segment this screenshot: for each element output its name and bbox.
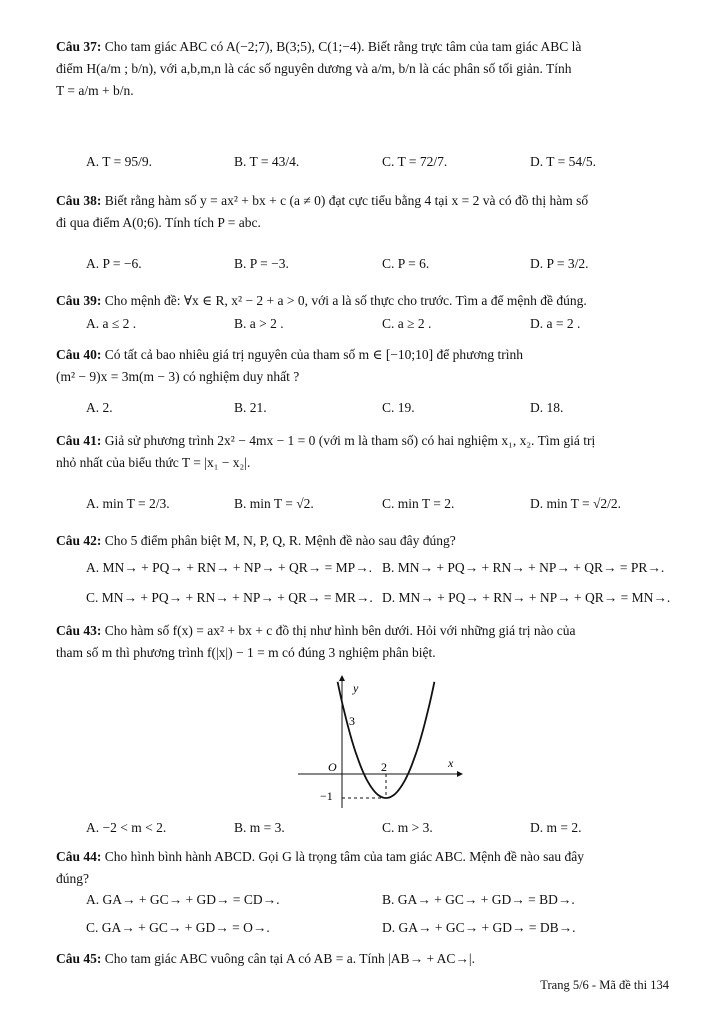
option-c[interactable]: C. P = 6. — [382, 256, 430, 271]
question-number: Câu 44: — [56, 849, 102, 864]
x-axis-label: x — [448, 756, 454, 770]
option-d[interactable]: D. T = 54/5. — [530, 154, 596, 169]
option-d[interactable]: D. GA→ + GC→ + GD→ = DB→. — [382, 920, 576, 935]
options-38 — [86, 256, 676, 278]
options-40 — [86, 400, 676, 422]
question-text: Cho 5 điểm phân biệt M, N, P, Q, R. Mệnh đề nào sau đây đúng? — [104, 533, 456, 548]
question-44 — [56, 846, 674, 890]
options-44-row1 — [86, 892, 676, 914]
option-a[interactable]: A. T = 95/9. — [86, 154, 152, 169]
question-40 — [56, 344, 674, 388]
question-text: Cho hàm số f(x) = ax² + bx + c đồ thị như hình bên dưới. Hỏi với những giá trị nào của — [104, 623, 576, 638]
option-c[interactable]: C. min T = 2. — [382, 496, 455, 511]
options-39 — [86, 316, 676, 338]
option-a[interactable]: A. 2. — [86, 400, 113, 415]
option-d[interactable]: D. 18. — [530, 400, 564, 415]
option-a[interactable]: A. min T = 2/3. — [86, 496, 170, 511]
question-number: Câu 38: — [56, 193, 102, 208]
option-b[interactable]: B. T = 43/4. — [234, 154, 300, 169]
question-text: Giả sử phương trình 2x² − 4mx − 1 = 0 (với m là tham số) có hai nghiệm x₁, x₂. Tìm giá trị — [104, 433, 596, 448]
question-text: đúng? — [56, 871, 89, 886]
options-41 — [86, 496, 676, 518]
option-b[interactable]: B. m = 3. — [234, 820, 285, 835]
option-a[interactable]: A. GA→ + GC→ + GD→ = CD→. — [86, 892, 280, 907]
question-41 — [56, 430, 674, 474]
option-b[interactable]: B. 21. — [234, 400, 267, 415]
options-43 — [86, 820, 676, 842]
option-a[interactable]: A. MN→ + PQ→ + RN→ + NP→ + QR→ = MP→. — [86, 560, 372, 575]
option-b[interactable]: B. a > 2 . — [234, 316, 284, 331]
min-value-label: −1 — [320, 789, 333, 803]
origin-label: O — [328, 760, 337, 774]
question-text: đi qua điểm A(0;6). Tính tích P = abc. — [56, 215, 261, 230]
question-text: Cho mệnh đề: ∀x ∈ R, x² − 2 + a > 0, với a là số thực cho trước. Tìm a để mệnh đề đúng. — [104, 293, 587, 308]
question-text: điểm H(a/m ; b/n), với a,b,m,n là các số nguyên dương và a/m, b/n là các phân số tối giản. Tính — [56, 61, 572, 76]
y-tick-label: 3 — [349, 714, 355, 728]
question-39 — [56, 290, 674, 312]
question-text: Cho tam giác ABC có A(−2;7), B(3;5), C(1;−4). Biết rằng trực tâm của tam giác ABC là — [104, 39, 582, 54]
parabola-graph — [290, 672, 470, 812]
option-a[interactable]: A. −2 < m < 2. — [86, 820, 167, 835]
question-number: Câu 37: — [56, 39, 102, 54]
option-b[interactable]: B. min T = √2. — [234, 496, 314, 511]
option-d[interactable]: D. P = 3/2. — [530, 256, 589, 271]
question-number: Câu 43: — [56, 623, 102, 638]
option-d[interactable]: D. a = 2 . — [530, 316, 581, 331]
question-45 — [56, 948, 674, 970]
question-text: T = a/m + b/n. — [56, 83, 134, 98]
question-42 — [56, 530, 674, 552]
option-a[interactable]: A. P = −6. — [86, 256, 142, 271]
x-tick-label: 2 — [381, 760, 387, 774]
option-d[interactable]: D. min T = √2/2. — [530, 496, 622, 511]
option-c[interactable]: C. a ≥ 2 . — [382, 316, 432, 331]
options-42-row1 — [86, 560, 676, 582]
options-42-row2 — [86, 590, 676, 612]
question-text: Có tất cả bao nhiêu giá trị nguyên của tham số m ∈ [−10;10] để phương trình — [104, 347, 523, 362]
option-b[interactable]: B. MN→ + PQ→ + RN→ + NP→ + QR→ = PR→. — [382, 560, 665, 575]
question-38 — [56, 190, 674, 234]
question-text: Cho tam giác ABC vuông cân tại A có AB = a. Tính |AB→ + AC→|. — [104, 951, 476, 966]
question-text: (m² − 9)x = 3m(m − 3) có nghiệm duy nhất ? — [56, 369, 300, 384]
options-44-row2 — [86, 920, 676, 942]
option-c[interactable]: C. m > 3. — [382, 820, 433, 835]
option-c[interactable]: C. T = 72/7. — [382, 154, 448, 169]
question-text: nhỏ nhất của biểu thức T = |x₁ − x₂|. — [56, 455, 251, 470]
question-number: Câu 45: — [56, 951, 102, 966]
question-number: Câu 40: — [56, 347, 102, 362]
question-number: Câu 39: — [56, 293, 102, 308]
question-text: tham số m thì phương trình f(|x|) − 1 = m có đúng 3 nghiệm phân biệt. — [56, 645, 436, 660]
option-b[interactable]: B. P = −3. — [234, 256, 289, 271]
option-d[interactable]: D. MN→ + PQ→ + RN→ + NP→ + QR→ = MN→. — [382, 590, 671, 605]
page-footer: Trang 5/6 - Mã đề thi 134 — [540, 978, 669, 992]
option-c[interactable]: C. GA→ + GC→ + GD→ = O→. — [86, 920, 270, 935]
option-c[interactable]: C. MN→ + PQ→ + RN→ + NP→ + QR→ = MR→. — [86, 590, 373, 605]
question-43 — [56, 620, 674, 664]
question-text: Cho hình bình hành ABCD. Gọi G là trọng tâm của tam giác ABC. Mệnh đề nào sau đây — [104, 849, 584, 864]
options-37 — [86, 154, 676, 176]
option-b[interactable]: B. GA→ + GC→ + GD→ = BD→. — [382, 892, 575, 907]
question-number: Câu 41: — [56, 433, 102, 448]
y-axis-label: y — [353, 681, 359, 695]
option-a[interactable]: A. a ≤ 2 . — [86, 316, 137, 331]
question-text: Biết rằng hàm số y = ax² + bx + c (a ≠ 0) đạt cực tiểu bằng 4 tại x = 2 và có đồ thị hàm số — [104, 193, 589, 208]
option-c[interactable]: C. 19. — [382, 400, 415, 415]
question-number: Câu 42: — [56, 533, 102, 548]
question-37 — [56, 36, 674, 102]
option-d[interactable]: D. m = 2. — [530, 820, 582, 835]
